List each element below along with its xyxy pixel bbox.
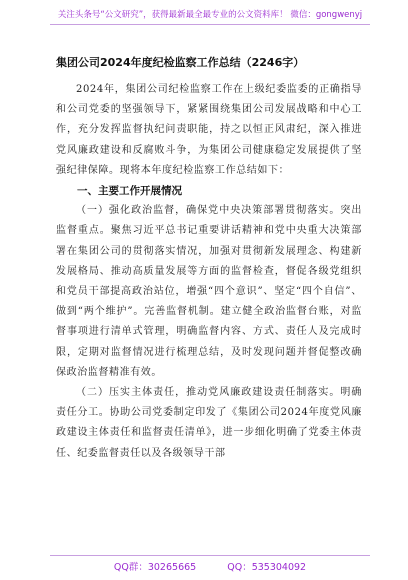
footer-qq-contact: QQ：535304092 <box>227 562 307 573</box>
intro-paragraph: 2024年，集团公司纪检监察工作在上级纪委监委的正确指导和公司党委的坚强领导下，紧紧围绕集团公司发展战略和中心工作，充分发挥监督执纪问责职能，持之以恒正风肃纪，深入推进党风廉政建设和反腐败斗争，为集团公司健康稳定发展提供了坚强纪律保障。现将本年度纪检监察工作总结如下： <box>56 84 362 176</box>
footer <box>50 559 370 573</box>
body-paragraph: （二）压实主体责任，推动党风廉政建设责任制落实。明确责任分工。协助公司党委制定印发了《集团公司2024年度党风廉政建设主体责任和监督责任清单》，进一步细化明确了党委主体责任、纪委监督责任以及各级领导干部 <box>56 387 362 459</box>
document-title: 集团公司2024年度纪检监察工作总结（2246字） <box>56 56 305 69</box>
footer-qq-group: QQ群：30265665 <box>113 562 197 573</box>
section-heading: 一、主要工作开展情况 <box>77 185 182 198</box>
header-banner: 关注头条号“公文研究”，获得最新最全最专业的公文资料库！ 微信：gongwenyj <box>57 10 363 20</box>
footer-divider <box>50 555 370 556</box>
document-body <box>56 80 362 464</box>
header-divider <box>50 24 370 25</box>
body-paragraph: （一）强化政治监督，确保党中央决策部署贯彻落实。突出监督重点。聚焦习近平总书记重要讲话精神和党中央重大决策部署在集团公司的贯彻落实情况，加强对贯彻新发展理念、构建新发展格局、推动高质量发展等方面的监督检查，督促各级党组织和党员干部提高政治站位，增强“四个意识”、坚定“四个自信”、做到“两个维护”。完善监督机制。建立健全政治监督台账，对监督事项进行清单式管理，明确监督内容、方式、责任人及完成时限，定期对监督情况进行梳理总结，及时发现问题并督促整改确保政治监督精准有效。 <box>56 205 362 378</box>
